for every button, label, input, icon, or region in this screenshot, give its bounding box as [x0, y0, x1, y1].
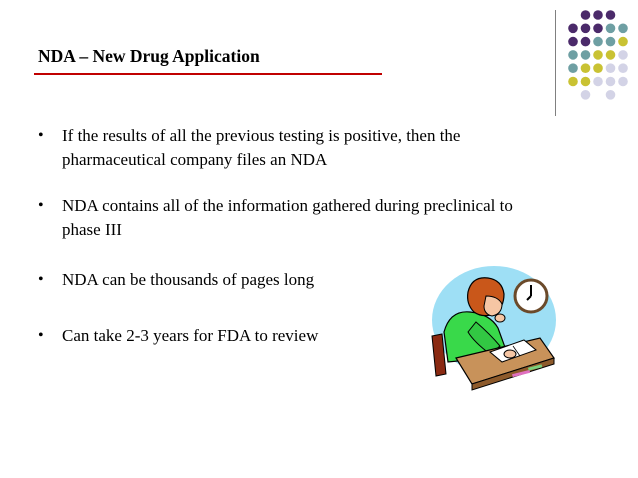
decorative-dot: [581, 24, 591, 34]
bullet-icon: •: [38, 197, 44, 214]
decorative-dot: [593, 50, 603, 60]
decorative-dot: [618, 24, 628, 34]
decorative-dot: [581, 90, 591, 100]
decorative-dot: [568, 37, 578, 47]
bullet-icon: •: [38, 327, 44, 344]
decorative-dot: [606, 63, 616, 73]
bullet-item: [38, 194, 538, 242]
bullet-text: Can take 2-3 years for FDA to review: [62, 326, 319, 345]
decorative-dot: [606, 50, 616, 60]
decorative-dot: [606, 24, 616, 34]
decorative-dot: [568, 50, 578, 60]
decorative-dot: [606, 37, 616, 47]
decorative-dot: [581, 10, 591, 20]
decorative-dot: [593, 37, 603, 47]
bullet-text: If the results of all the previous testing is positive, then the pharmaceutical company files an NDA: [62, 126, 461, 169]
decorative-dot: [606, 77, 616, 87]
decorative-dot: [568, 24, 578, 34]
decorative-dot: [593, 24, 603, 34]
decorative-dot: [593, 10, 603, 20]
decorative-dot: [593, 63, 603, 73]
decorative-dot: [568, 77, 578, 87]
slide-title: NDA – New Drug Application: [38, 46, 260, 66]
decorative-dot: [581, 50, 591, 60]
decorative-dot: [618, 37, 628, 47]
decorative-dot: [581, 37, 591, 47]
bullet-icon: •: [38, 271, 44, 288]
decorative-dot: [618, 50, 628, 60]
decorative-dot: [606, 90, 616, 100]
title-underline: [34, 73, 382, 75]
decorative-vertical-line: [555, 10, 556, 116]
decorative-dot: [593, 77, 603, 87]
bullet-icon: •: [38, 127, 44, 144]
decorative-dot: [581, 63, 591, 73]
bullet-text: NDA contains all of the information gathered during preclinical to phase III: [62, 196, 513, 239]
decorative-dot: [618, 63, 628, 73]
person-reading-at-desk-with-clock-icon: [428, 262, 560, 392]
decorative-dot: [618, 77, 628, 87]
decorative-dot: [568, 63, 578, 73]
bullet-text: NDA can be thousands of pages long: [62, 270, 315, 289]
decorative-dot: [606, 10, 616, 20]
decorative-dot: [581, 77, 591, 87]
bullet-item: [38, 124, 538, 172]
